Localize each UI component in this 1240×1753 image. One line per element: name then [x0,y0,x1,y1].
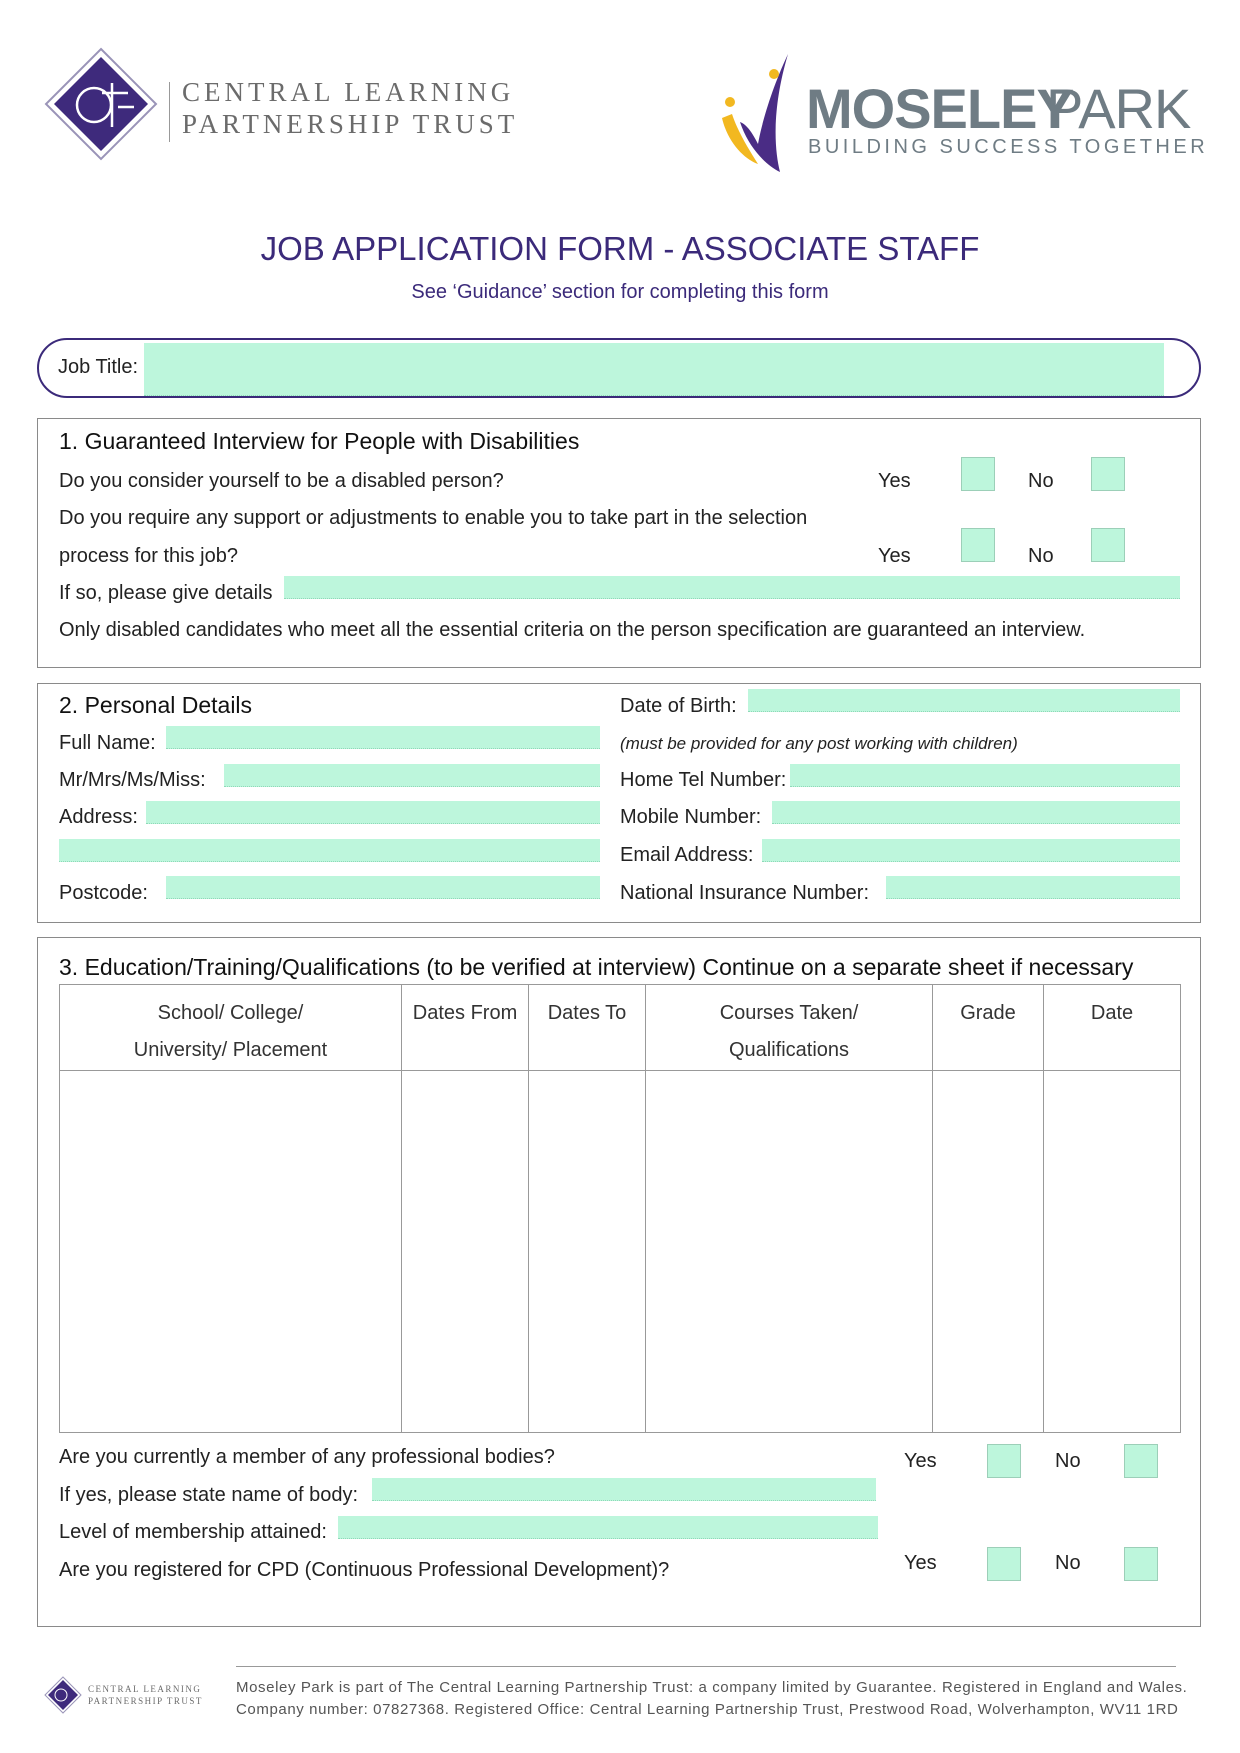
ni-field[interactable] [886,876,1180,899]
courses-cell[interactable] [646,1071,933,1433]
clpt-logo [44,50,519,160]
s3-cpd-yes-label: Yes [904,1552,937,1574]
s1-no-label: No [1028,470,1054,492]
s1-support-yes-checkbox[interactable] [961,528,995,562]
date-cell[interactable] [1044,1071,1181,1433]
table-row [60,1071,1181,1433]
section3-heading-note: (to be verified at interview) Continue on a separate sheet if necessary [426,954,1134,980]
s3-body-field[interactable] [372,1478,876,1501]
s3-cpd-yes-checkbox[interactable] [987,1547,1021,1581]
s3-member-no-checkbox[interactable] [1124,1444,1158,1478]
s1-yes-label-2: Yes [878,545,911,567]
col-dates-from-label: Dates From [412,1002,518,1024]
full-name-field[interactable] [166,726,600,749]
s3-level-label: Level of membership attained: [59,1521,327,1543]
dates-from-cell[interactable] [402,1071,529,1433]
s1-disabled-no-checkbox[interactable] [1091,457,1125,491]
section3-heading [59,954,1133,981]
footer-logo-line2: PARTNERSHIP TRUST [88,1696,203,1706]
footer-line2: Company number: 07827368. Registered Office: Central Learning Partnership Trust, Prestwood Road, Wolverhampton, WV11 1RD [236,1701,1179,1718]
s1-details-label: If so, please give details [59,582,273,604]
dob-field[interactable] [748,689,1180,712]
section1-heading: 1. Guaranteed Interview for People with Disabilities [59,428,580,454]
s3-body-label: If yes, please state name of body: [59,1484,359,1506]
col-courses-line1: Courses Taken/ [719,1002,859,1024]
col-school [60,985,402,1071]
footer-line1: Moseley Park is part of The Central Learning Partnership Trust: a company limited by Guarantee. Registered in England and Wales. [236,1679,1188,1696]
s1-yes-label: Yes [878,470,911,492]
clpt-line2: PARTNERSHIP TRUST [182,109,519,139]
job-title-field[interactable] [144,343,1164,396]
s1-no-label-2: No [1028,545,1054,567]
s1-disabled-yes-checkbox[interactable] [961,457,995,491]
postcode-field[interactable] [166,876,600,899]
col-grade-label: Grade [960,1002,1016,1024]
footer-rule [236,1666,1176,1667]
clpt-divider [169,82,170,142]
s1-support-no-checkbox[interactable] [1091,528,1125,562]
title-label: Mr/Mrs/Ms/Miss: [59,769,206,791]
ni-label: National Insurance Number: [620,882,870,904]
dob-note: (must be provided for any post working with children) [620,734,1018,753]
education-table [59,984,1181,1433]
s1-question-support-line1: Do you require any support or adjustments to enable you to take part in the selection [59,507,808,529]
s3-member-no-label: No [1055,1450,1081,1472]
col-courses-line2: Qualifications [728,1039,850,1061]
section3-heading-title: 3. Education/Training/Qualifications [59,954,420,980]
s3-cpd-no-label: No [1055,1552,1081,1574]
col-grade [933,985,1044,1071]
footer-logo [44,1676,224,1716]
s3-level-field[interactable] [338,1516,878,1539]
moseley-tagline: BUILDING SUCCESS TOGETHER [808,136,1209,158]
s1-details-field[interactable] [284,576,1180,599]
home-tel-label: Home Tel Number: [620,769,787,791]
col-school-line2: University/ Placement [133,1039,328,1061]
address-field-1[interactable] [146,801,600,824]
col-dates-to [529,985,646,1071]
clpt-diamond-icon [44,47,158,161]
full-name-label: Full Name: [59,732,156,754]
clpt-line1: CENTRAL LEARNING [182,77,515,107]
dob-label: Date of Birth: [620,695,737,717]
s3-member-question: Are you currently a member of any professional bodies? [59,1446,555,1468]
dates-to-cell[interactable] [529,1071,646,1433]
school-cell[interactable] [60,1071,402,1433]
s1-question-disabled: Do you consider yourself to be a disabled person? [59,470,504,492]
section2-heading: 2. Personal Details [59,692,253,718]
s1-question-support-line2: process for this job? [59,545,238,567]
footer-diamond-icon [44,1676,82,1714]
home-tel-field[interactable] [790,764,1180,787]
address-field-2[interactable] [59,839,600,862]
s3-cpd-question: Are you registered for CPD (Continuous Professional Development)? [59,1559,670,1581]
title-field[interactable] [224,764,600,787]
footer-logo-line1: CENTRAL LEARNING [88,1684,202,1694]
s3-member-yes-label: Yes [904,1450,937,1472]
col-dates-from [402,985,529,1071]
page-title: JOB APPLICATION FORM - ASSOCIATE STAFF [260,230,980,267]
grade-cell[interactable] [933,1071,1044,1433]
s3-cpd-no-checkbox[interactable] [1124,1547,1158,1581]
s1-note: Only disabled candidates who meet all the essential criteria on the person specification are guaranteed an interview. [59,619,1086,641]
col-courses [646,985,933,1071]
job-title-label: Job Title: [58,356,139,378]
page-subtitle: See ‘Guidance’ section for completing this form [411,281,829,303]
mobile-label: Mobile Number: [620,806,762,828]
col-date [1044,985,1181,1071]
s3-member-yes-checkbox[interactable] [987,1444,1021,1478]
moseley-word: MOSELEY [806,77,1073,140]
moseley-park-logo [718,52,1209,177]
email-field[interactable] [762,839,1180,862]
col-school-line1: School/ College/ [157,1002,304,1024]
address-label: Address: [59,806,138,828]
col-dates-to-label: Dates To [547,1002,627,1024]
park-word: PARK [1046,77,1191,140]
moseley-figure-icon [718,52,798,174]
mobile-field[interactable] [772,801,1180,824]
col-date-label: Date [1090,1002,1134,1024]
postcode-label: Postcode: [59,882,148,904]
email-label: Email Address: [620,844,754,866]
